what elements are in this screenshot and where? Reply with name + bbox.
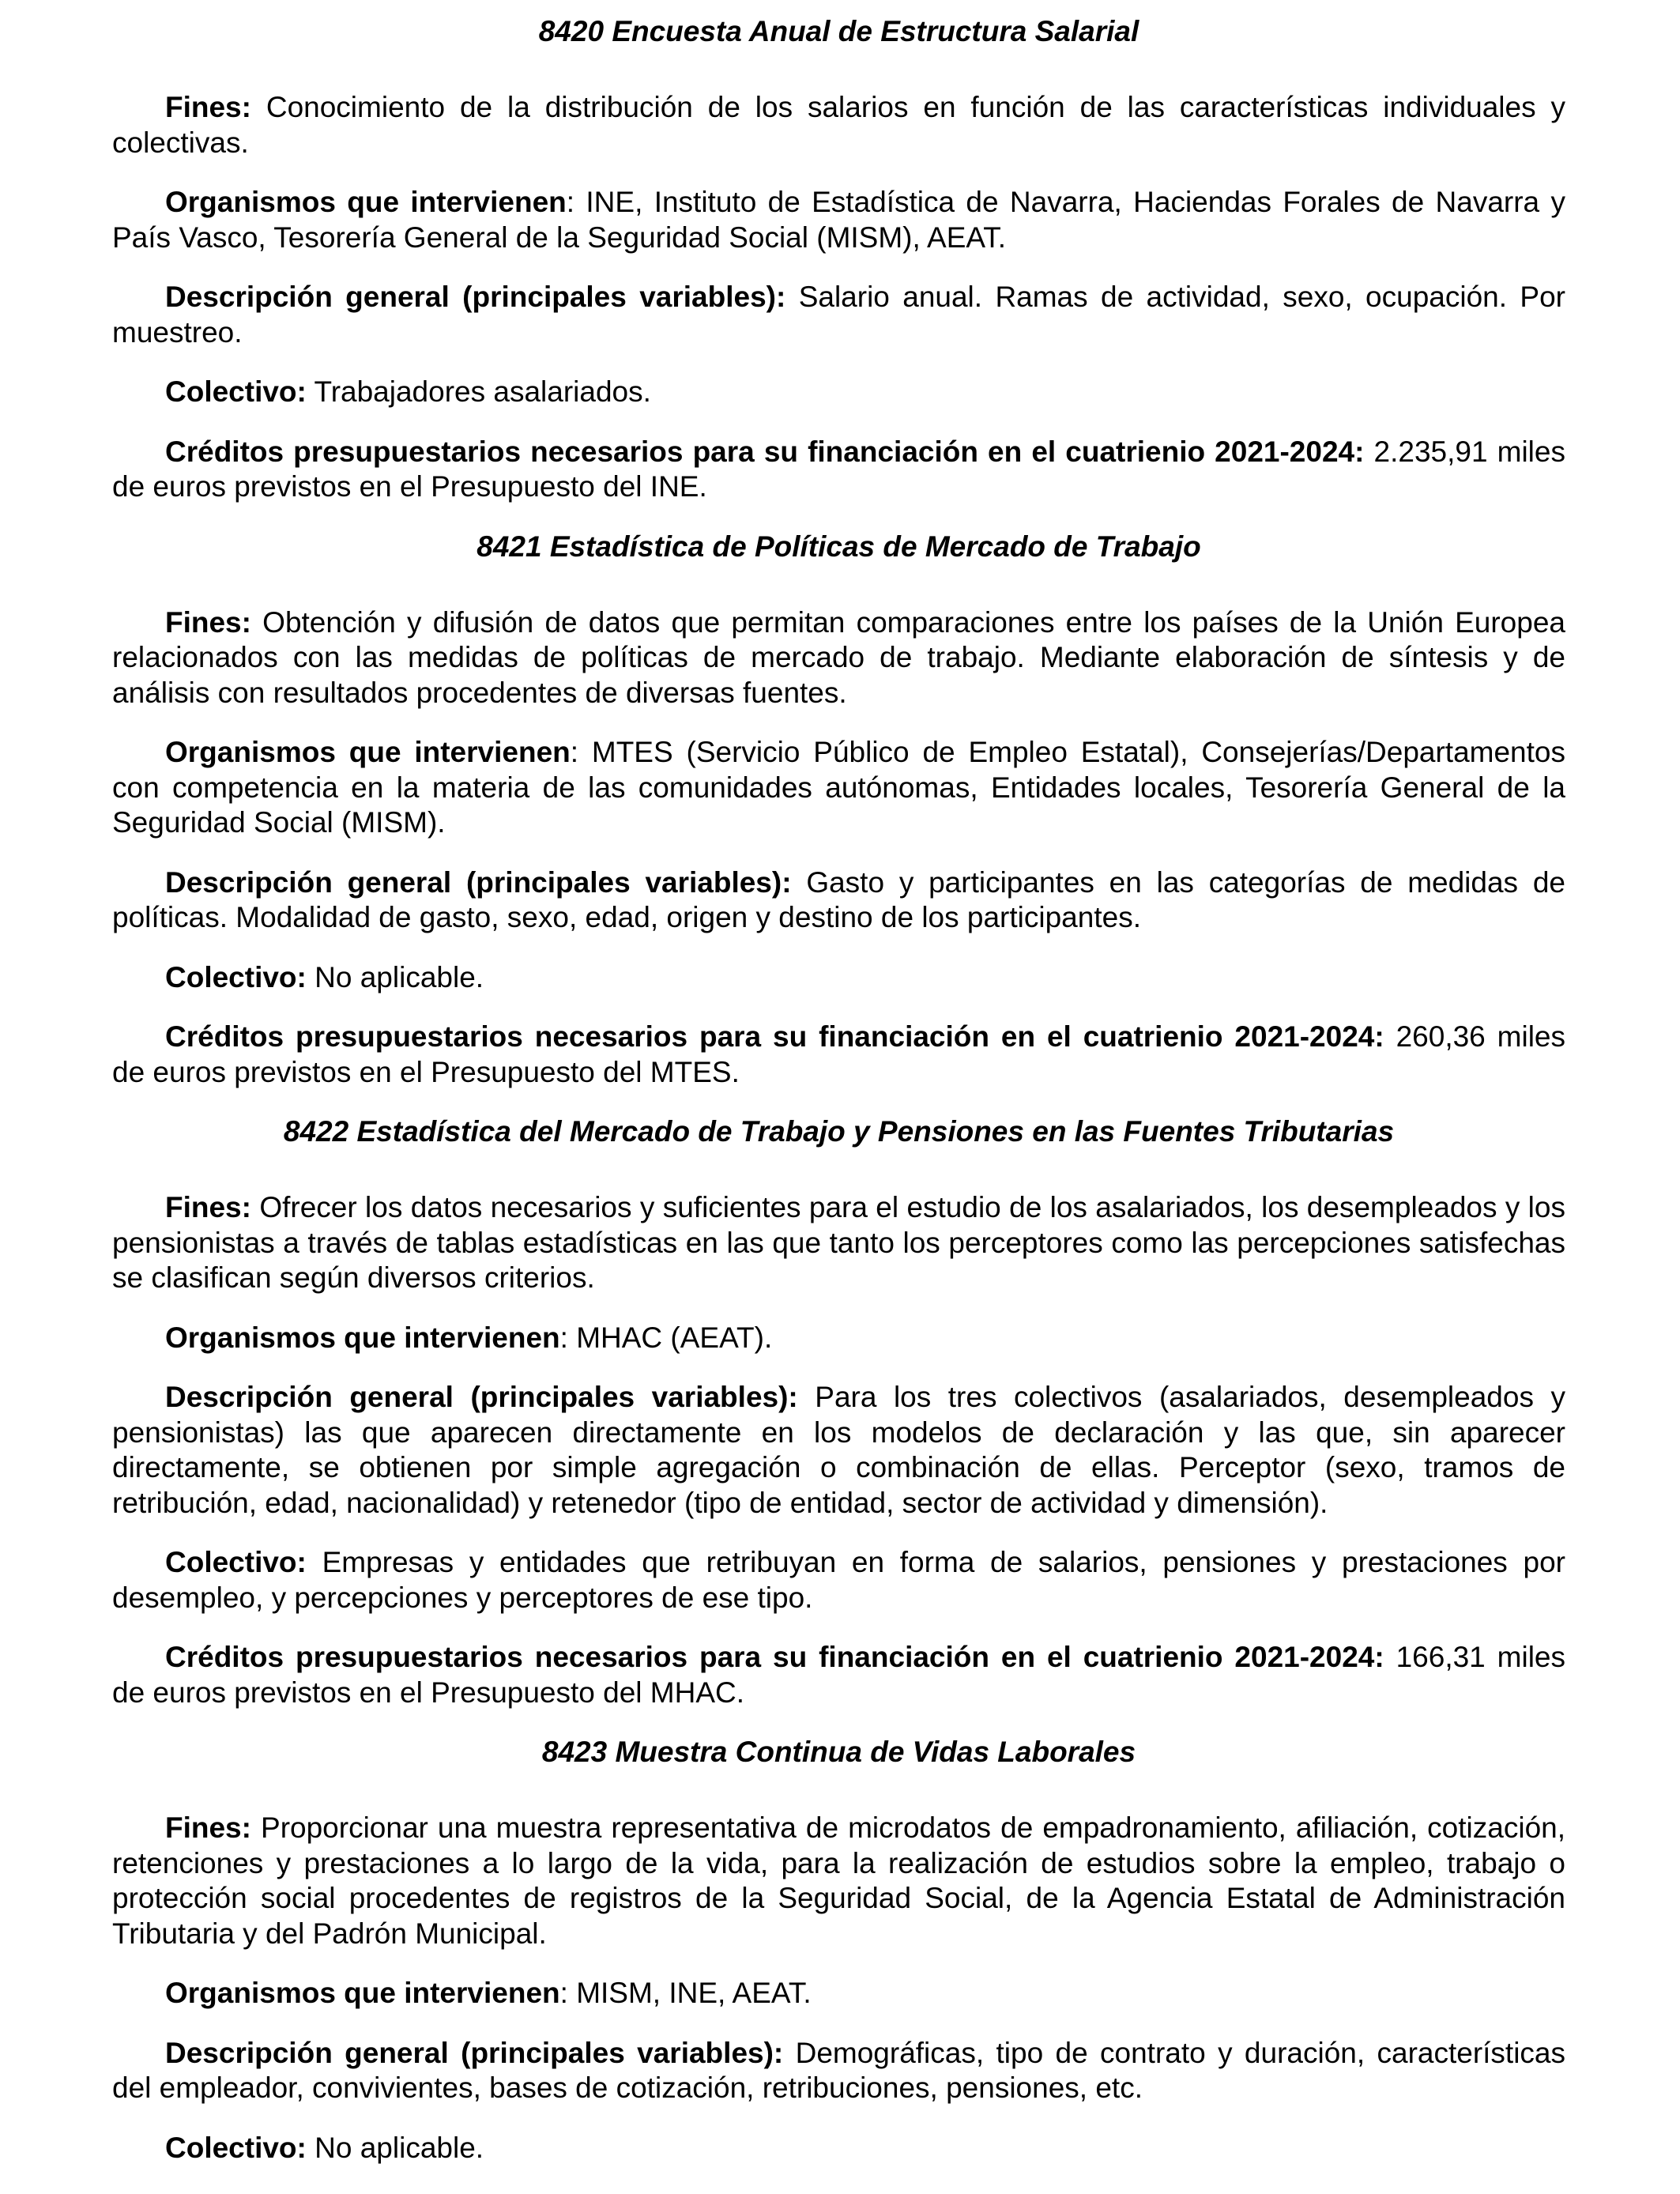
organismos-label: Organismos que intervienen: [165, 186, 567, 218]
descripcion-paragraph: [112, 2036, 1565, 2106]
section-title: 8420 Encuesta Anual de Estructura Salarial: [538, 15, 1139, 47]
fines-text: Obtención y difusión de datos que permitan comparaciones entre los países de la Unión Europea relacionados con las medidas de políticas de mercado de trabajo. Mediante elaboración de síntesis y de análisis con resultados procedentes de diversas fuentes.: [112, 605, 1565, 709]
fines-label: Fines:: [165, 605, 251, 639]
section-title: 8421 Estadística de Políticas de Mercado de Trabajo: [477, 530, 1201, 563]
descripcion-paragraph: [112, 865, 1565, 936]
organismos-paragraph: [112, 185, 1565, 255]
descripcion-label: Descripción general (principales variables):: [165, 2036, 784, 2069]
organismos-text: : INE, Instituto de Estadística de Navarra, Haciendas Forales de Navarra y País Vasco, Tesorería General de la Seguridad Social (MISM), AEAT.: [112, 186, 1565, 254]
descripcion-paragraph: [112, 280, 1565, 350]
descripcion-text: Para los tres colectivos (asalariados, desempleados y pensionistas) las que aparecen directamente en los modelos de declaración y las que, sin aparecer directamente, se obtienen por simple agregación o combinación de ellas. Perceptor (sexo, tramos de retribución, edad, nacionalidad) y retenedor (tipo de entidad, sector de actividad y dimensión).: [112, 1381, 1565, 1519]
fines-paragraph: [112, 90, 1565, 160]
descripcion-label: Descripción general (principales variables):: [165, 1381, 798, 1413]
fines-text: Proporcionar una muestra representativa de microdatos de empadronamiento, afiliación, cotización, retenciones y prestaciones a lo largo de la vida, para la realización de estudios sobre la empleo, trabajo o protección social procedentes de registros de la Seguridad Social, de la Agencia Estatal de Administración Tributaria y del Padrón Municipal.: [112, 1811, 1565, 1950]
colectivo-paragraph: [112, 2131, 1565, 2166]
colectivo-label: Colectivo:: [165, 960, 307, 993]
creditos-label: Créditos presupuestarios necesarios para su financiación en el cuatrienio 2021-2024:: [165, 435, 1365, 468]
descripcion-text: Gasto y participantes en las categorías de medidas de políticas. Modalidad de gasto, sexo, edad, origen y destino de los participantes.: [112, 865, 1565, 933]
fines-label: Fines:: [165, 91, 251, 123]
fines-label: Fines:: [165, 1191, 251, 1223]
colectivo-paragraph: [112, 375, 1565, 410]
section-8421: [112, 530, 1565, 1091]
section-8420: [112, 14, 1565, 505]
fines-paragraph: [112, 605, 1565, 711]
organismos-paragraph: [112, 1321, 1565, 1356]
fines-paragraph: [112, 1811, 1565, 1951]
colectivo-label: Colectivo:: [165, 2131, 307, 2164]
creditos-label: Créditos presupuestarios necesarios para su financiación en el cuatrienio 2021-2024:: [165, 1020, 1384, 1053]
descripcion-label: Descripción general (principales variables):: [165, 865, 792, 899]
creditos-label: Créditos presupuestarios necesarios para su financiación en el cuatrienio 2021-2024:: [165, 1641, 1384, 1673]
section-title: 8422 Estadística del Mercado de Trabajo y Pensiones en las Fuentes Tributarias: [283, 1115, 1395, 1148]
colectivo-text: No aplicable.: [306, 960, 484, 993]
creditos-paragraph: [112, 1640, 1565, 1710]
fines-paragraph: [112, 1190, 1565, 1296]
organismos-paragraph: [112, 735, 1565, 841]
creditos-paragraph: [112, 1020, 1565, 1090]
section-8423: [112, 1735, 1565, 2166]
organismos-label: Organismos que intervienen: [165, 1321, 560, 1354]
organismos-text: : MTES (Servicio Público de Empleo Estatal), Consejerías/Departamentos con competencia en la materia de las comunidades autónomas, Entidades locales, Tesorería General de la Seguridad Social (MISM).: [112, 736, 1565, 839]
organismos-label: Organismos que intervienen: [165, 1977, 560, 2009]
descripcion-paragraph: [112, 1380, 1565, 1521]
organismos-paragraph: [112, 1976, 1565, 2011]
descripcion-text: Salario anual. Ramas de actividad, sexo, ocupación. Por muestreo.: [112, 281, 1565, 349]
organismos-text: : MISM, INE, AEAT.: [559, 1977, 812, 2009]
colectivo-label: Colectivo:: [165, 375, 307, 408]
fines-text: Conocimiento de la distribución de los salarios en función de las características individuales y colectivas.: [112, 91, 1565, 159]
descripcion-label: Descripción general (principales variables):: [165, 281, 786, 313]
colectivo-paragraph: [112, 1545, 1565, 1615]
colectivo-text: Trabajadores asalariados.: [306, 375, 651, 408]
organismos-label: Organismos que intervienen: [165, 736, 571, 768]
colectivo-label: Colectivo:: [165, 1546, 307, 1578]
colectivo-text: No aplicable.: [306, 2131, 484, 2164]
creditos-text: 2.235,91 miles de euros previstos en el Presupuesto del INE.: [112, 435, 1565, 503]
organismos-text: : MHAC (AEAT).: [559, 1321, 773, 1354]
fines-label: Fines:: [165, 1811, 251, 1844]
section-8422: [112, 1114, 1565, 1710]
creditos-text: 166,31 miles de euros previstos en el Presupuesto del MHAC.: [112, 1641, 1565, 1709]
section-title: 8423 Muestra Continua de Vidas Laborales: [541, 1736, 1136, 1768]
fines-text: Ofrecer los datos necesarios y suficientes para el estudio de los asalariados, los desempleados y los pensionistas a través de tablas estadísticas en las que tanto los perceptores como las percepciones satisfechas se clasifican según diversos criterios.: [112, 1191, 1565, 1294]
descripcion-text: Demográficas, tipo de contrato y duración, características del empleador, convivientes, bases de cotización, retribuciones, pensiones, etc.: [112, 2036, 1565, 2104]
creditos-paragraph: [112, 435, 1565, 505]
creditos-text: 260,36 miles de euros previstos en el Presupuesto del MTES.: [112, 1020, 1565, 1088]
colectivo-text: Empresas y entidades que retribuyan en forma de salarios, pensiones y prestaciones por desempleo, y percepciones y perceptores de ese tipo.: [112, 1546, 1565, 1614]
colectivo-paragraph: [112, 960, 1565, 996]
